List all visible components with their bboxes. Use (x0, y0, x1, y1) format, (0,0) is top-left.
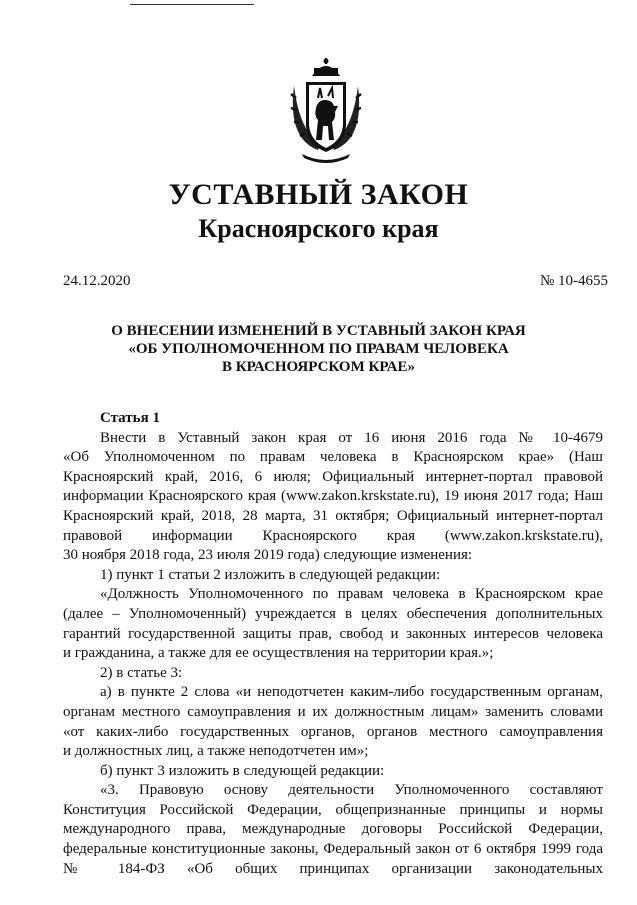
body-line: и должностных лиц, а также неподотчетен им»; (63, 743, 369, 760)
heading-line: В КРАСНОЯРСКОМ КРАЕ» (222, 359, 415, 375)
document-subtitle: Красноярского края (198, 214, 439, 243)
body-line: 1) пункт 1 статьи 2 изложить в следующей редакции: (100, 566, 441, 583)
document-number: № 10-4655 (539, 273, 608, 289)
coat-of-arms-icon (288, 58, 364, 166)
body-line: правовой информации Красноярского края (www.zakon.krskstate.ru), (63, 527, 603, 544)
body-line: федеральные конституционные законы, Федеральный закон от 6 октября 1999 года (63, 841, 603, 858)
body-line: 2) в статье 3: (100, 664, 183, 681)
body-line: «Об Уполномоченном по правам человека в Красноярском крае» (Наш (63, 449, 603, 466)
body-line: (далее – Уполномоченный) учреждается в целях обеспечения дополнительных (63, 605, 603, 622)
body-line: Красноярский край, 2018, 28 марта, 31 октября; Официальный интернет-портал (63, 507, 603, 524)
top-rule (130, 4, 254, 5)
body-line: органам местного самоуправления и их должностным лицам» заменить словами (63, 703, 603, 720)
document-title: УСТАВНЫЙ ЗАКОН (168, 178, 469, 211)
law-heading (0, 322, 637, 376)
heading-line: О ВНЕСЕНИИ ИЗМЕНЕНИЙ В УСТАВНЫЙ ЗАКОН КРАЯ (111, 323, 526, 339)
heading-line: «ОБ УПОЛНОМОЧЕННОМ ПО ПРАВАМ ЧЕЛОВЕКА (128, 341, 509, 357)
body-line: информации Красноярского края (www.zakon.krskstate.ru), 19 июня 2017 года; Наш (63, 488, 603, 505)
body-line: международного права, международные договоры Российской Федерации, (63, 821, 603, 838)
article-title: Статья 1 (100, 410, 160, 426)
body-line: и гражданина, а также для ее осуществления на территории края.»; (63, 645, 494, 662)
document-date: 24.12.2020 (63, 273, 131, 289)
body-line: Красноярский край, 2016, 6 июля; Официальный интернет-портал правовой (63, 468, 603, 485)
body-line: гарантий государственной защиты прав, свобод и законных интересов человека (63, 625, 603, 642)
body-line: «от каких-либо государственных органов, органов местного самоуправления (63, 723, 603, 740)
body-line: «3. Правовую основу деятельности Уполномоченного составляют (100, 782, 603, 799)
body-line: 30 ноября 2018 года, 23 июля 2019 года) следующие изменения: (63, 547, 473, 564)
body-line: а) в пункте 2 слова «и неподотчетен каким-либо государственным органам, (100, 684, 603, 701)
document-body (63, 409, 603, 879)
body-line: б) пункт 3 изложить в следующей редакции: (100, 762, 385, 779)
body-line: Конституция Российской Федерации, общепризнанные принципы и нормы (63, 801, 603, 818)
body-line: Внести в Уставный закон края от 16 июня 2016 года № 10-4679 (100, 429, 603, 446)
body-line: «Должность Уполномоченного по правам человека в Красноярском крае (100, 586, 603, 603)
body-line: № 184-ФЗ «Об общих принципах организации законодательных (63, 860, 603, 877)
